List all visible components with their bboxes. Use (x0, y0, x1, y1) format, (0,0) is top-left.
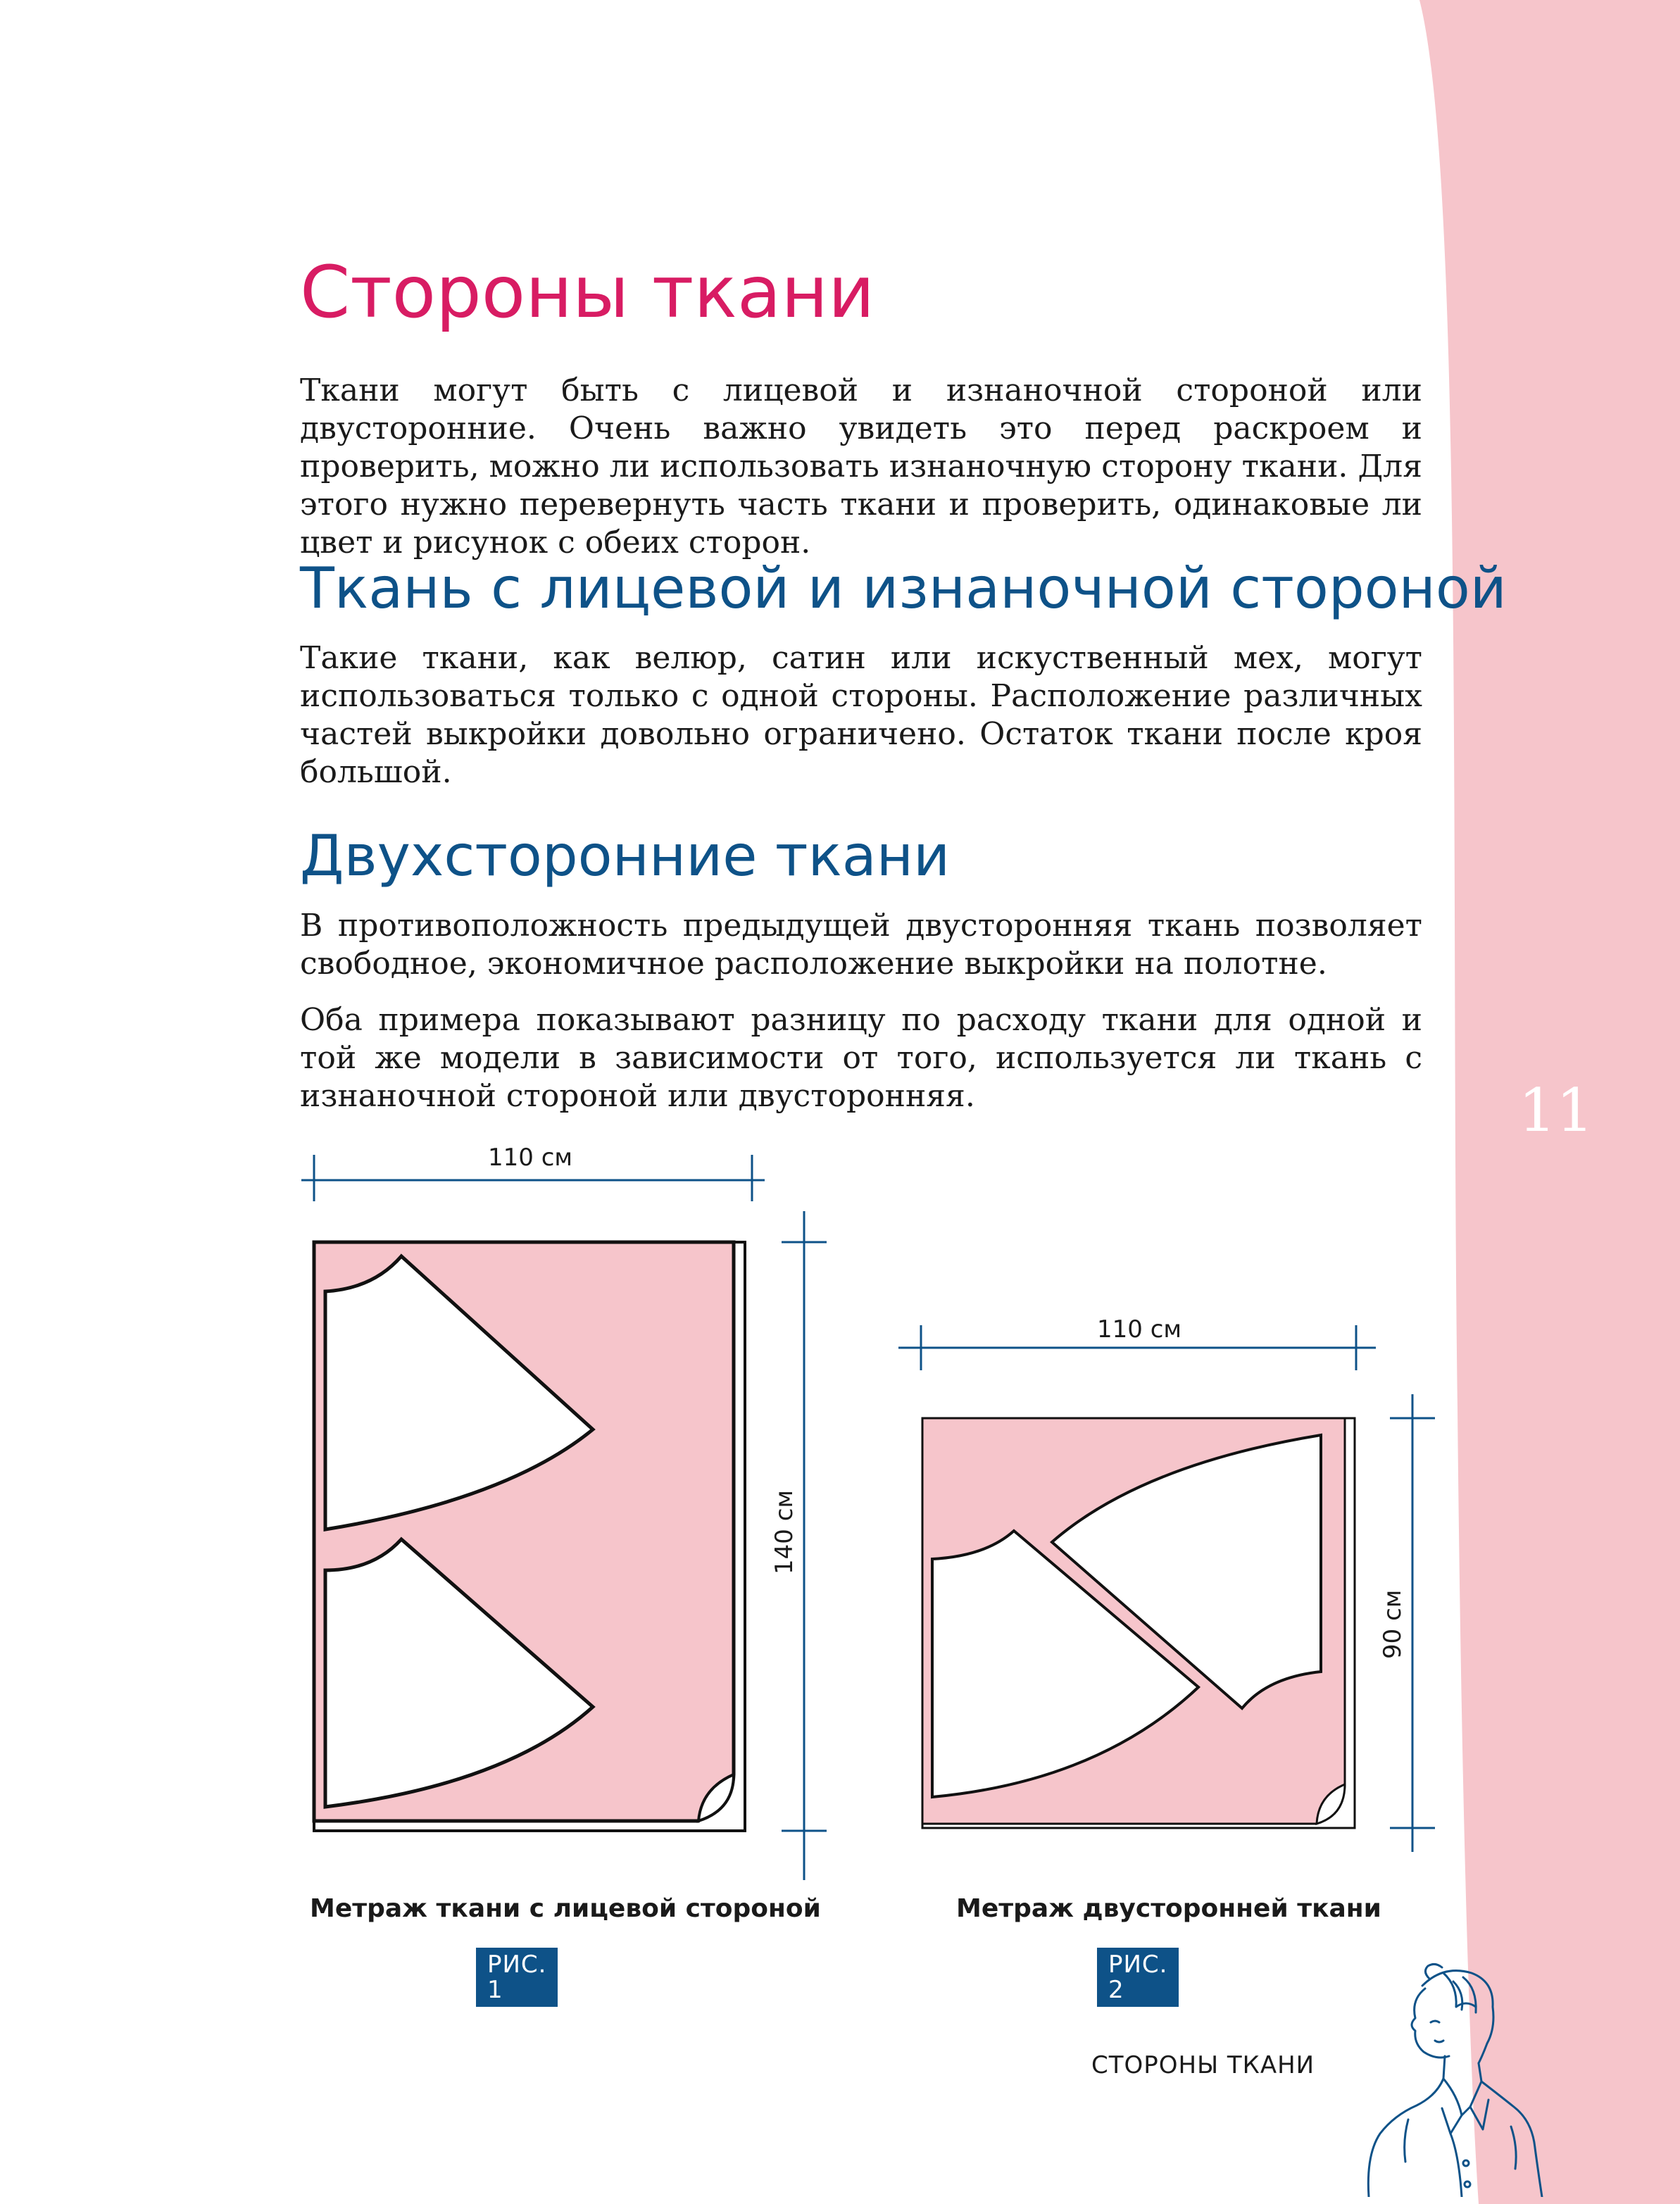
page-number: 11 (1518, 1076, 1594, 1145)
figure-two-height-label: 90 см (1379, 1589, 1407, 1659)
woman-sketch-icon (1338, 1958, 1549, 2197)
intro-paragraph: Ткани могут быть с лицевой и изнаночной стороной или двусторонние. Очень важно увидеть это перед раскроем и проверить, можно ли использовать изнаночную сторону ткани. Для этого нужно перевернуть часть ткани и проверить, одинаковые ли цвет и рисунок с обеих сторон. (300, 372, 1422, 561)
section-double-sided-text-2: Оба примера показывают разницу по расходу ткани для одной и той же модели в зависимости от того, используется ли ткань с изнаночной стороной или двусторонняя. (300, 1002, 1422, 1114)
section-one-sided-text: Такие ткани, как велюр, сатин или искуственный мех, могут использоваться только с одной стороны. Расположение различных частей выкройки довольно ограничено. Остаток ткани после кроя большой. (300, 640, 1422, 790)
running-title: СТОРОНЫ ТКАНИ (1091, 2051, 1315, 2079)
section-double-sided-text-1: В противоположность предыдущей двусторонняя ткань позволяет свободное, экономичное расположение выкройки на полотне. (300, 908, 1422, 982)
figure-one-width-label: 110 см (488, 1144, 573, 1172)
figure-one-height-label: 140 см (770, 1489, 798, 1574)
figure-two-badge: РИС. 2 (1097, 1948, 1179, 2007)
figure-two-width-label: 110 см (1097, 1315, 1182, 1344)
page-title: Стороны ткани (300, 251, 875, 334)
section-heading-double-sided: Двухсторонние ткани (300, 823, 951, 889)
section-heading-one-sided: Ткань с лицевой и изнаночной стороной (300, 556, 1507, 621)
figure-two-caption: Метраж двусторонней ткани (956, 1894, 1381, 1923)
figure-one-badge: РИС. 1 (476, 1948, 558, 2007)
figure-one-caption: Метраж ткани с лицевой стороной (310, 1894, 821, 1923)
